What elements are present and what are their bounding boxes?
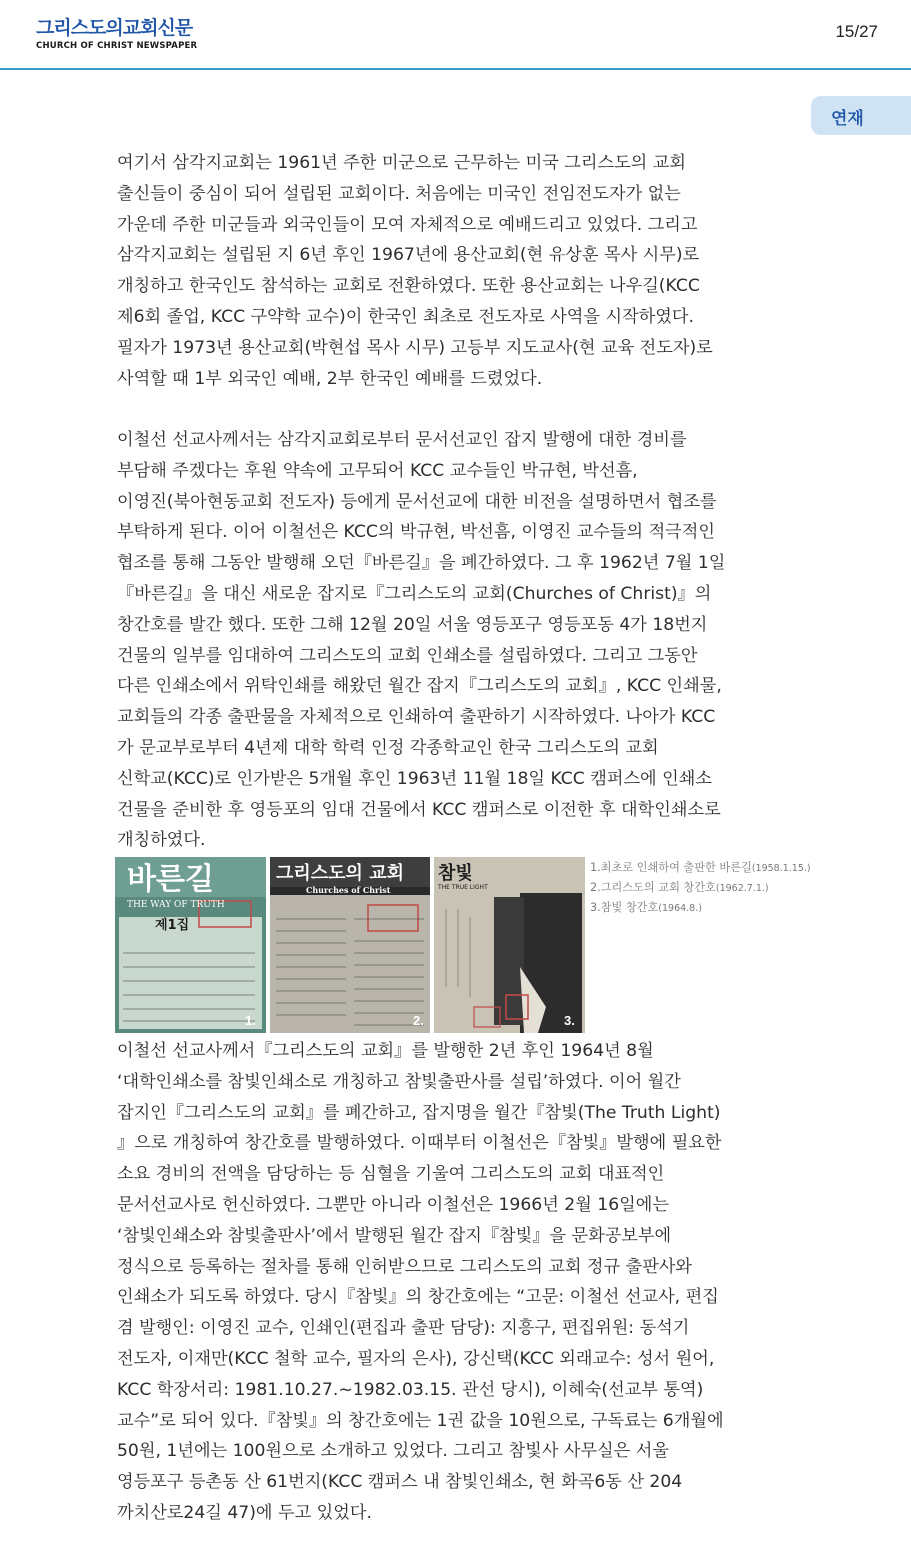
text-line: 잡지인『그리스도의 교회』를 폐간하고, 잡지명을 월간『참빛(The Truth Light) [117,1102,721,1123]
text-line: 이영진(북아현동교회 전도자) 등에게 문서선교에 대한 비전을 설명하면서 협조를 [117,491,717,512]
section-tag [811,96,911,135]
logo-english: CHURCH OF CHRIST NEWSPAPER [36,41,198,51]
text-line: 필자가 1973년 용산교회(박현섭 목사 시무) 고등부 지도교사(현 교육 전도자)로 [117,337,713,358]
text-line: 문서선교사로 헌신하였다. 그뿐만 아니라 이철선은 1966년 2월 16일에는 [117,1194,669,1215]
caption-1 [590,858,811,878]
photo-chambit-cover [434,857,585,1033]
caption-text: 1.최초로 인쇄하여 출판한 바른길 [590,861,752,874]
text-line: 창간호를 발간 했다. 또한 그해 12월 20일 서울 영등포구 영등포동 4가 18번지 [117,614,708,635]
text-line: 개칭하였다. [117,830,206,851]
text-line: 소요 경비의 전액을 담당하는 등 심혈을 기울여 그리스도의 교회 대표적인 [117,1164,665,1185]
page-number: 15/27 [835,22,878,41]
paragraph-1 [117,148,797,394]
page-header [0,0,911,70]
photo-captions [590,858,811,918]
text-line: 』으로 개칭하여 창간호를 발행하였다. 이때부터 이철선은『참빛』발행에 필요한 [117,1133,722,1154]
text-line: 삼각지교회는 설립된 지 6년 후인 1967년에 용산교회(현 유상훈 목사 시무)로 [117,245,700,266]
text-line: 교수”로 되어 있다.『참빛』의 창간호에는 1권 값을 10원으로, 구독료는 6개월에 [117,1410,724,1431]
section-tag-label: 연재 [831,109,864,129]
bareungil-subtitle: THE WAY OF TRUTH [127,900,225,910]
chambit-title: 참빛 [438,863,473,884]
church-of-christ-cover-image [270,857,430,1033]
photo-number: 2. [413,1013,424,1028]
logo-korean: 그리스도의교회신문 [36,17,193,39]
text-line: 영등포구 등촌동 산 61번지(KCC 캠퍼스 내 참빛인쇄소, 현 화곡6동 산 204 [117,1472,683,1493]
text-line: 신학교(KCC)로 인가받은 5개월 후인 1963년 11월 18일 KCC 캠퍼스에 인쇄소 [117,768,712,789]
text-line: 전도자, 이재만(KCC 철학 교수, 필자의 은사), 강신택(KCC 외래교수: 성서 원어, [117,1348,715,1369]
caption-date: (1962.7.1.) [715,883,769,894]
magazine-photos [115,857,585,1033]
photo-church-of-christ-cover [270,857,430,1033]
paragraph-2 [117,425,797,856]
bareungil-cover-image [115,857,266,1033]
text-line: 여기서 삼각지교회는 1961년 주한 미군으로 근무하는 미국 그리스도의 교회 [117,153,686,173]
caption-date: (1958.1.15.) [751,863,811,874]
text-line: 『바른길』을 대신 새로운 잡지로『그리스도의 교회(Churches of Christ)』의 [117,583,712,604]
photo-number: 3. [564,1013,575,1028]
text-line: 50원, 1년에는 100원으로 소개하고 있었다. 그리고 참빛사 사무실은 서울 [117,1441,669,1462]
bareungil-title: 바른길 [127,862,214,897]
text-line: 건물의 일부를 임대하여 그리스도의 교회 인쇄소를 설립하였다. 그리고 그동안 [117,645,698,666]
newspaper-logo [36,18,197,51]
text-line: 제6회 졸업, KCC 구약학 교수)이 한국인 최초로 전도자로 사역을 시작하였다. [117,306,694,327]
caption-text: 2.그리스도의 교회 창간호 [590,881,716,894]
text-line: 개칭하고 한국인도 참석하는 교회로 전환하였다. 또한 용산교회는 나우길(KCC [117,276,700,297]
text-line: 까치산로24길 47)에 두고 있었다. [117,1502,372,1523]
text-line: 출신들이 중심이 되어 설립된 교회이다. 처음에는 미국인 전임전도자가 없는 [117,183,681,204]
text-line: 사역할 때 1부 외국인 예배, 2부 한국인 예배를 드렸었다. [117,368,543,389]
text-line: ‘대학인쇄소를 참빛인쇄소로 개칭하고 참빛출판사를 설립’하였다. 이어 월간 [117,1071,681,1092]
text-line: 이철선 선교사께서『그리스도의 교회』를 발행한 2년 후인 1964년 8월 [117,1041,654,1061]
text-line: 다른 인쇄소에서 위탁인쇄를 해왔던 월간 잡지『그리스도의 교회』, KCC 인쇄물, [117,676,722,697]
chambit-subtitle: THE TRUE LIGHT [438,884,488,891]
chambit-cover-image [434,857,585,1033]
text-line: KCC 학장서리: 1981.10.27.~1982.03.15. 관선 당시), 이혜숙(선교부 통역) [117,1379,704,1400]
text-line: 교회들의 각종 출판물을 자체적으로 인쇄하여 출판하기 시작하였다. 나아가 KCC [117,707,716,728]
text-line: 부탁하게 된다. 이어 이철선은 KCC의 박규현, 박선흠, 이영진 교수들의 적극적인 [117,522,715,543]
text-line: 겸 발행인: 이영진 교수, 인쇄인(편집과 출판 담당): 지흥구, 편집위원: 동석기 [117,1318,690,1339]
caption-date: (1964.8.) [658,903,702,914]
caption-text: 3.참빛 창간호 [590,901,659,914]
text-line: ‘참빛인쇄소와 참빛출판사’에서 발행된 월간 잡지『참빛』을 문화공보부에 [117,1225,672,1246]
text-line: 이철선 선교사께서는 삼각지교회로부터 문서선교인 잡지 발행에 대한 경비를 [117,430,687,450]
photo-number: 1. [245,1013,256,1028]
text-line: 협조를 통해 그동안 발행해 오던『바른길』을 폐간하였다. 그 후 1962년 7월 1일 [117,553,726,574]
photo-bareungil-cover [115,857,266,1033]
church-of-christ-subtitle: Churches of Christ [306,885,391,895]
caption-2 [590,878,811,898]
church-of-christ-title: 그리스도의 교회 [276,863,404,884]
caption-3 [590,898,811,918]
text-line: 인쇄소가 되도록 하였다. 당시『참빛』의 창간호에는 “고문: 이철선 선교사, 편집 [117,1287,719,1308]
text-line: 가 문교부로부터 4년제 대학 학력 인정 각종학교인 한국 그리스도의 교회 [117,737,659,758]
text-line: 정식으로 등록하는 절차를 통해 인허받으므로 그리스도의 교회 정규 출판사와 [117,1256,693,1277]
text-line: 건물을 준비한 후 영등포의 임대 건물에서 KCC 캠퍼스로 이전한 후 대학인쇄소로 [117,799,721,820]
bareungil-issue: 제1집 [155,918,190,933]
text-line: 부담해 주겠다는 후원 약속에 고무되어 KCC 교수들인 박규현, 박선흠, [117,460,638,481]
paragraph-3 [117,1036,797,1529]
text-line: 가운데 주한 미군들과 외국인들이 모여 자체적으로 예배드리고 있었다. 그리고 [117,214,698,235]
